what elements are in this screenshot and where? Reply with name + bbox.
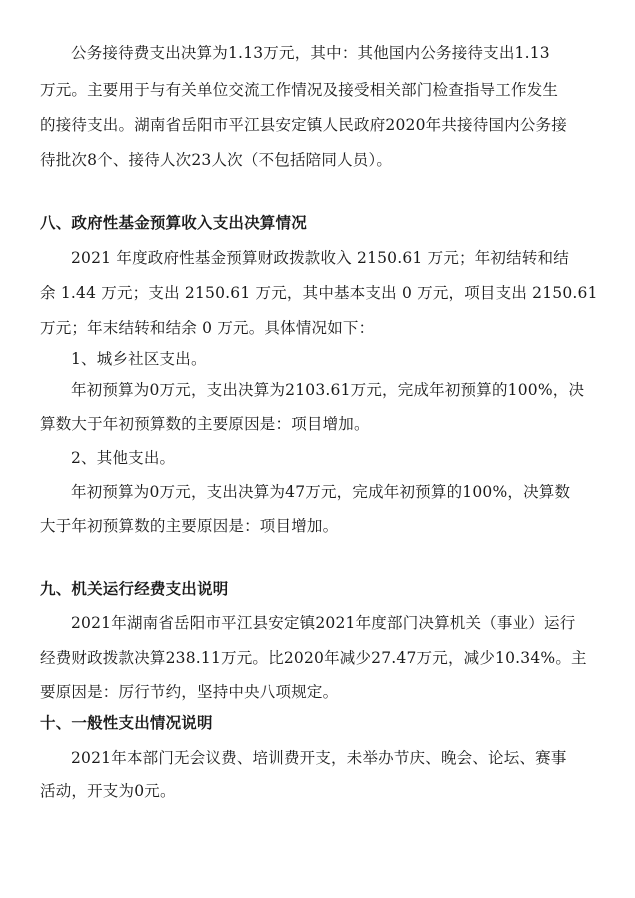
paragraph-line: 2021年湖南省岳阳市平江县安定镇2021年度部门决算机关（事业）运行 — [71, 614, 576, 632]
list-item-heading: 1、城乡社区支出。 — [71, 350, 207, 368]
paragraph-line: 万元。主要用于与有关单位交流工作情况及接受相关部门检查指导工作发生 — [40, 81, 559, 99]
paragraph-line: 经费财政拨款决算238.11万元。比2020年减少27.47万元，减少10.34%。主 — [40, 649, 587, 667]
paragraph-line: 年初预算为0万元，支出决算为2103.61万元，完成年初预算的100%，决 — [71, 381, 585, 399]
paragraph-line: 万元；年末结转和结余 0 万元。具体情况如下： — [40, 319, 375, 337]
section-heading: 九、机关运行经费支出说明 — [40, 580, 229, 598]
paragraph-line: 活动，开支为0元。 — [40, 782, 176, 800]
section-heading: 十、一般性支出情况说明 — [40, 714, 213, 732]
paragraph-line: 年初预算为0万元，支出决算为47万元，完成年初预算的100%，决算数 — [71, 483, 571, 501]
paragraph-line: 的接待支出。湖南省岳阳市平江县安定镇人民政府2020年共接待国内公务接 — [40, 116, 567, 134]
paragraph-line: 2021年本部门无会议费、培训费开支，未举办节庆、晚会、论坛、赛事 — [71, 749, 567, 767]
paragraph-line: 要原因是：厉行节约，坚持中央八项规定。 — [40, 683, 339, 701]
paragraph-line: 待批次8个、接待人次23人次（不包括陪同人员）。 — [40, 151, 393, 169]
section-heading: 八、政府性基金预算收入支出决算情况 — [40, 214, 307, 232]
paragraph-line: 算数大于年初预算数的主要原因是：项目增加。 — [40, 415, 370, 433]
paragraph-line: 公务接待费支出决算为1.13万元，其中：其他国内公务接待支出1.13 — [71, 44, 550, 62]
paragraph-line: 大于年初预算数的主要原因是：项目增加。 — [40, 517, 339, 535]
list-item-heading: 2、其他支出。 — [71, 449, 176, 467]
paragraph-line: 余 1.44 万元；支出 2150.61 万元，其中基本支出 0 万元，项目支出 2150.61 — [40, 284, 598, 302]
paragraph-line: 2021 年度政府性基金预算财政拨款收入 2150.61 万元；年初结转和结 — [71, 249, 569, 267]
